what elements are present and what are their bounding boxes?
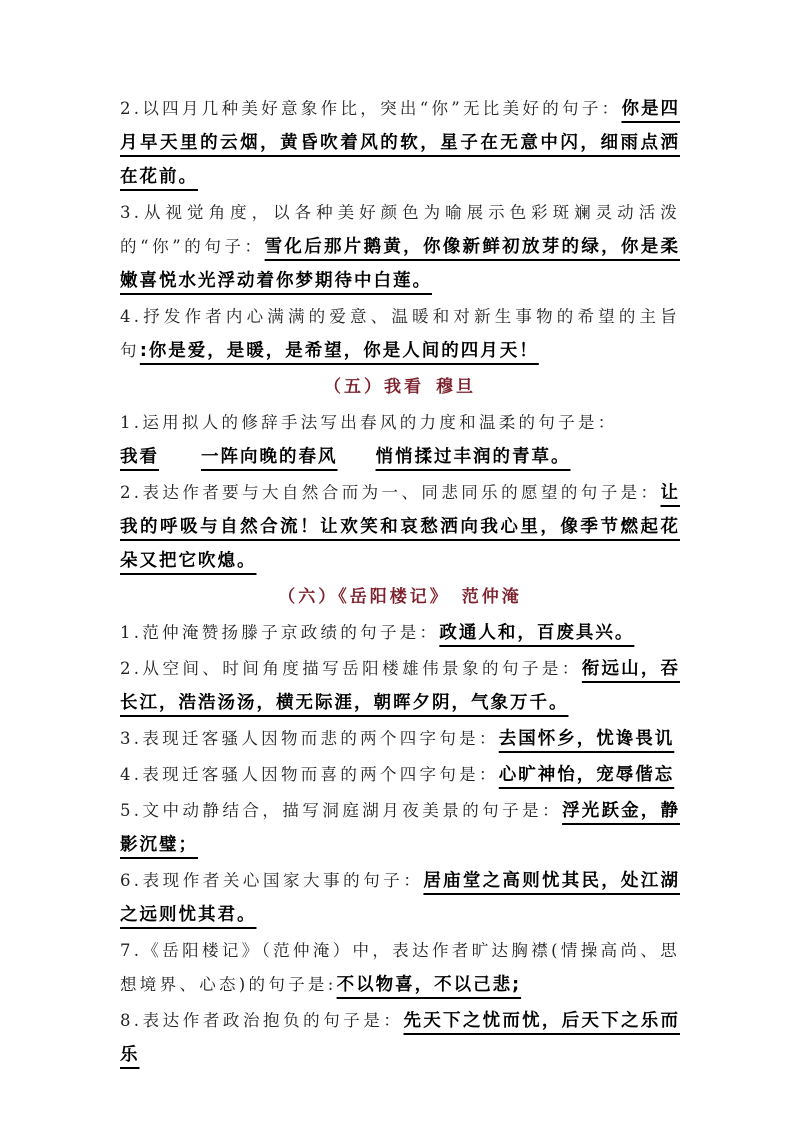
question-text: 2.以四月几种美好意象作比，突出“你”无比美好的句子： bbox=[120, 99, 622, 118]
question-text: 2.从空间、时间角度描写岳阳楼雄伟景象的句子是： bbox=[120, 659, 582, 678]
list-item bbox=[120, 1004, 680, 1072]
question-text: 4.抒发作者内心满满的爱意、温暖和对新生事物的希望的主旨句 bbox=[120, 307, 680, 360]
question-text: 6.表现作者关心国家大事的句子： bbox=[120, 871, 424, 890]
question-text: 8.表达作者政治抱负的句子是： bbox=[120, 1011, 404, 1030]
answer-text: 雪化后那片鹅黄，你像新鲜初放芽的绿，你是柔嫩喜悦水光浮动着你梦期待中白莲。 bbox=[120, 237, 680, 291]
question-text: 1.范仲淹赞扬滕子京政绩的句子是： bbox=[120, 623, 440, 642]
answer-text: 先天下之忧而忧，后天下之乐而乐 bbox=[120, 1011, 681, 1065]
question-text: 4.表现迁客骚人因物而喜的两个四字句是： bbox=[120, 765, 499, 784]
question-text: 5.文中动静结合，描写洞庭湖月夜美景的句子是： bbox=[120, 801, 563, 820]
list-item bbox=[120, 196, 680, 298]
answer-text: :你是爱，是暖，是希望，你是人间的四月天！ bbox=[139, 341, 539, 361]
answer-text: 你是四月早天里的云烟，黄昏吹着风的软，星子在无意中闪，细雨点洒在花前。 bbox=[120, 99, 681, 187]
list-item bbox=[120, 616, 680, 650]
answer-text: 心旷神怡，宠辱偕忘 bbox=[498, 765, 675, 785]
section-heading-author: 穆旦 bbox=[436, 377, 476, 397]
answer-text: 政通人和，百废具兴。 bbox=[439, 623, 635, 643]
list-item bbox=[120, 406, 680, 474]
section-heading bbox=[120, 370, 680, 404]
list-item bbox=[120, 758, 680, 792]
question-text: 3.从视觉角度，以各种美好颜色为喻展示色彩斑斓灵动活泼的“你”的句子： bbox=[120, 203, 680, 256]
document-page bbox=[120, 92, 680, 1074]
answer-text: 居庙堂之高则忧其民，处江湖之远则忧其君。 bbox=[120, 871, 680, 925]
question-text: 2.表达作者要与大自然合而为一、同悲同乐的愿望的句子是： bbox=[120, 483, 661, 502]
list-item bbox=[120, 476, 680, 578]
question-text: 3.表现迁客骚人因物而悲的两个四字句是： bbox=[120, 729, 499, 748]
answer-text bbox=[120, 447, 571, 467]
answer-text: 衔远山，吞长江，浩浩汤汤，横无际涯，朝晖夕阴，气象万千。 bbox=[120, 659, 681, 713]
section-heading bbox=[120, 580, 680, 614]
answer-text: 浮光跃金，静影沉璧； bbox=[120, 801, 680, 855]
list-item bbox=[120, 934, 680, 1002]
section-heading-title: （五）我看 bbox=[324, 377, 424, 397]
section-heading-title: （六）《岳阳楼记》 bbox=[278, 587, 450, 607]
question-text: 7.《岳阳楼记》（范仲淹）中，表达作者旷达胸襟(情操高尚、思想境界、心态)的句子是: bbox=[120, 941, 680, 994]
list-item bbox=[120, 864, 680, 932]
list-item bbox=[120, 652, 680, 720]
answer-part: 我看 bbox=[120, 447, 159, 467]
answer-part: 悄悄揉过丰润的青草。 bbox=[375, 447, 571, 467]
list-item bbox=[120, 722, 680, 756]
answer-text: 让我的呼吸与自然合流！让欢笑和哀愁洒向我心里，像季节燃起花朵又把它吹熄。 bbox=[120, 483, 680, 571]
answer-text: 不以物喜，不以己悲; bbox=[336, 975, 522, 995]
list-item bbox=[120, 300, 680, 368]
answer-text: 去国怀乡，忧谗畏讥 bbox=[498, 729, 675, 749]
list-item bbox=[120, 92, 680, 194]
list-item bbox=[120, 794, 680, 862]
question-text: 1.运用拟人的修辞手法写出春风的力度和温柔的句子是： bbox=[120, 413, 618, 432]
answer-part: 一阵向晚的春风 bbox=[201, 447, 338, 467]
section-heading-author: 范仲淹 bbox=[461, 587, 522, 607]
